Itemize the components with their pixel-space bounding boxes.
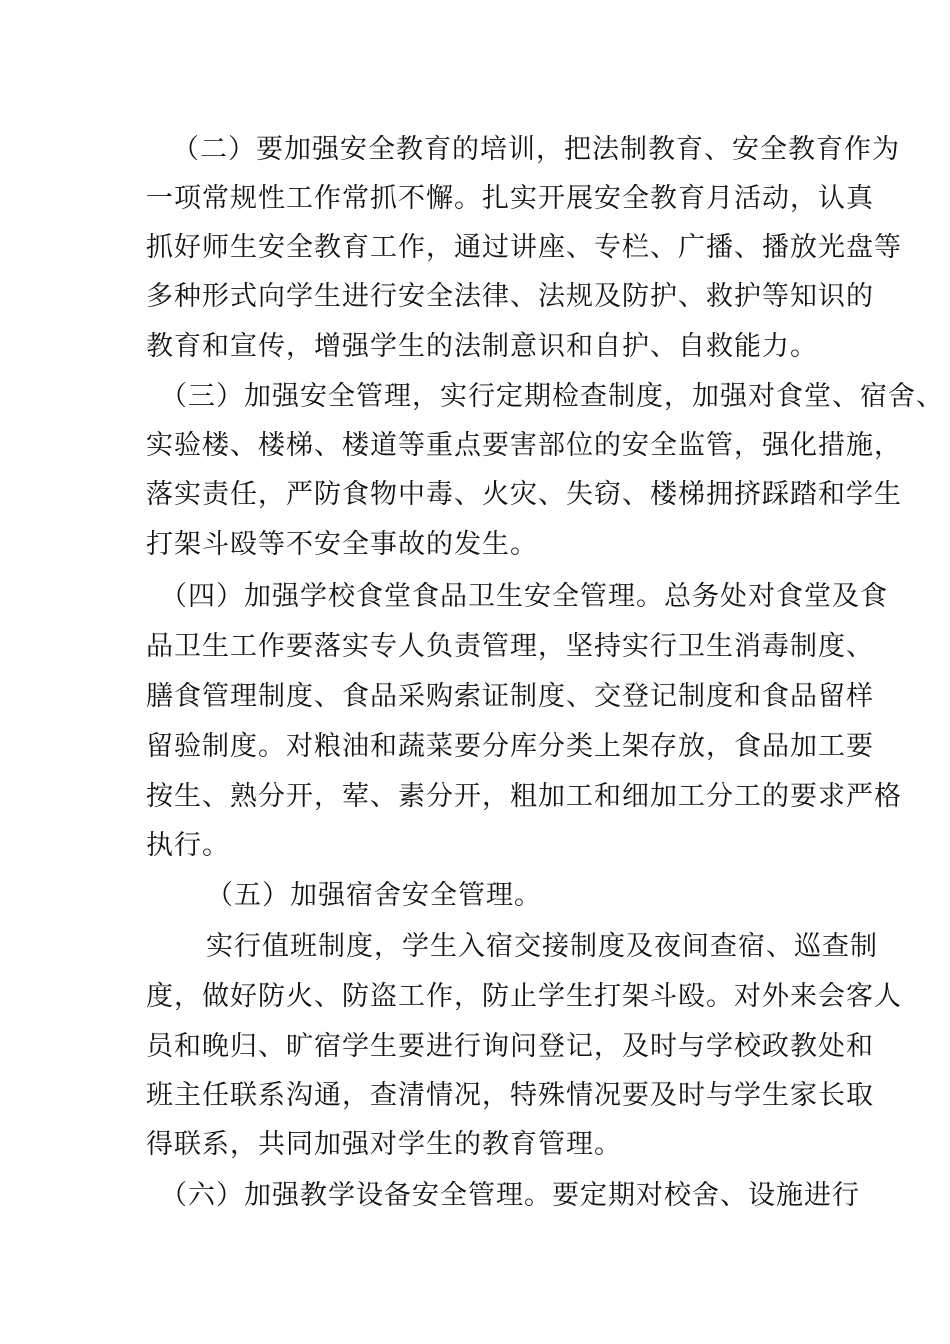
paragraph-2-line-5: 教育和宣传，增强学生的法制意识和自护、自救能力。	[146, 331, 818, 362]
paragraph-2-line-4: 多种形式向学生进行安全法律、法规及防护、救护等知识的	[146, 281, 874, 312]
paragraph-4-line-2: 品卫生工作要落实专人负责管理，坚持实行卫生消毒制度、	[146, 631, 874, 662]
paragraph-3-line-2: 实验楼、楼梯、楼道等重点要害部位的安全监管，强化措施，	[146, 430, 902, 461]
paragraph-2-line-2: 一项常规性工作常抓不懈。扎实开展安全教育月活动，认真	[146, 183, 874, 214]
paragraph-5-line-1: 实行值班制度，学生入宿交接制度及夜间查宿、巡查制	[206, 931, 878, 962]
paragraph-5-line-4: 班主任联系沟通，查清情况，特殊情况要及时与学生家长取	[146, 1080, 874, 1111]
paragraph-2-line-1: （二）要加强安全教育的培训，把法制教育、安全教育作为	[172, 134, 900, 165]
paragraph-4-line-5: 按生、熟分开，荤、素分开，粗加工和细加工分工的要求严格	[146, 781, 902, 812]
paragraph-4-line-4: 留验制度。对粮油和蔬菜要分库分类上架存放，食品加工要	[146, 731, 874, 762]
paragraph-5-line-3: 员和晚归、旷宿学生要进行询问登记，及时与学校政教处和	[146, 1031, 874, 1062]
paragraph-5-line-2: 度，做好防火、防盗工作，防止学生打架斗殴。对外来会客人	[146, 981, 902, 1012]
paragraph-4-line-1: （四）加强学校食堂食品卫生安全管理。总务处对食堂及食	[160, 581, 888, 612]
paragraph-3-line-1: （三）加强安全管理，实行定期检查制度，加强对食堂、宿舍、	[160, 381, 944, 412]
paragraph-5-line-5: 得联系，共同加强对学生的教育管理。	[146, 1129, 622, 1160]
paragraph-5-heading: （五）加强宿舍安全管理。	[206, 880, 542, 911]
paragraph-3-line-3: 落实责任，严防食物中毒、火灾、失窃、楼梯拥挤踩踏和学生	[146, 479, 902, 510]
paragraph-2-line-3: 抓好师生安全教育工作，通过讲座、专栏、广播、播放光盘等	[146, 232, 902, 263]
paragraph-3-line-4: 打架斗殴等不安全事故的发生。	[146, 529, 538, 560]
paragraph-6-line-1: （六）加强教学设备安全管理。要定期对校舍、设施进行	[160, 1180, 860, 1211]
paragraph-4-line-6: 执行。	[146, 830, 230, 861]
paragraph-4-line-3: 膳食管理制度、食品采购索证制度、交登记制度和食品留样	[146, 681, 874, 712]
